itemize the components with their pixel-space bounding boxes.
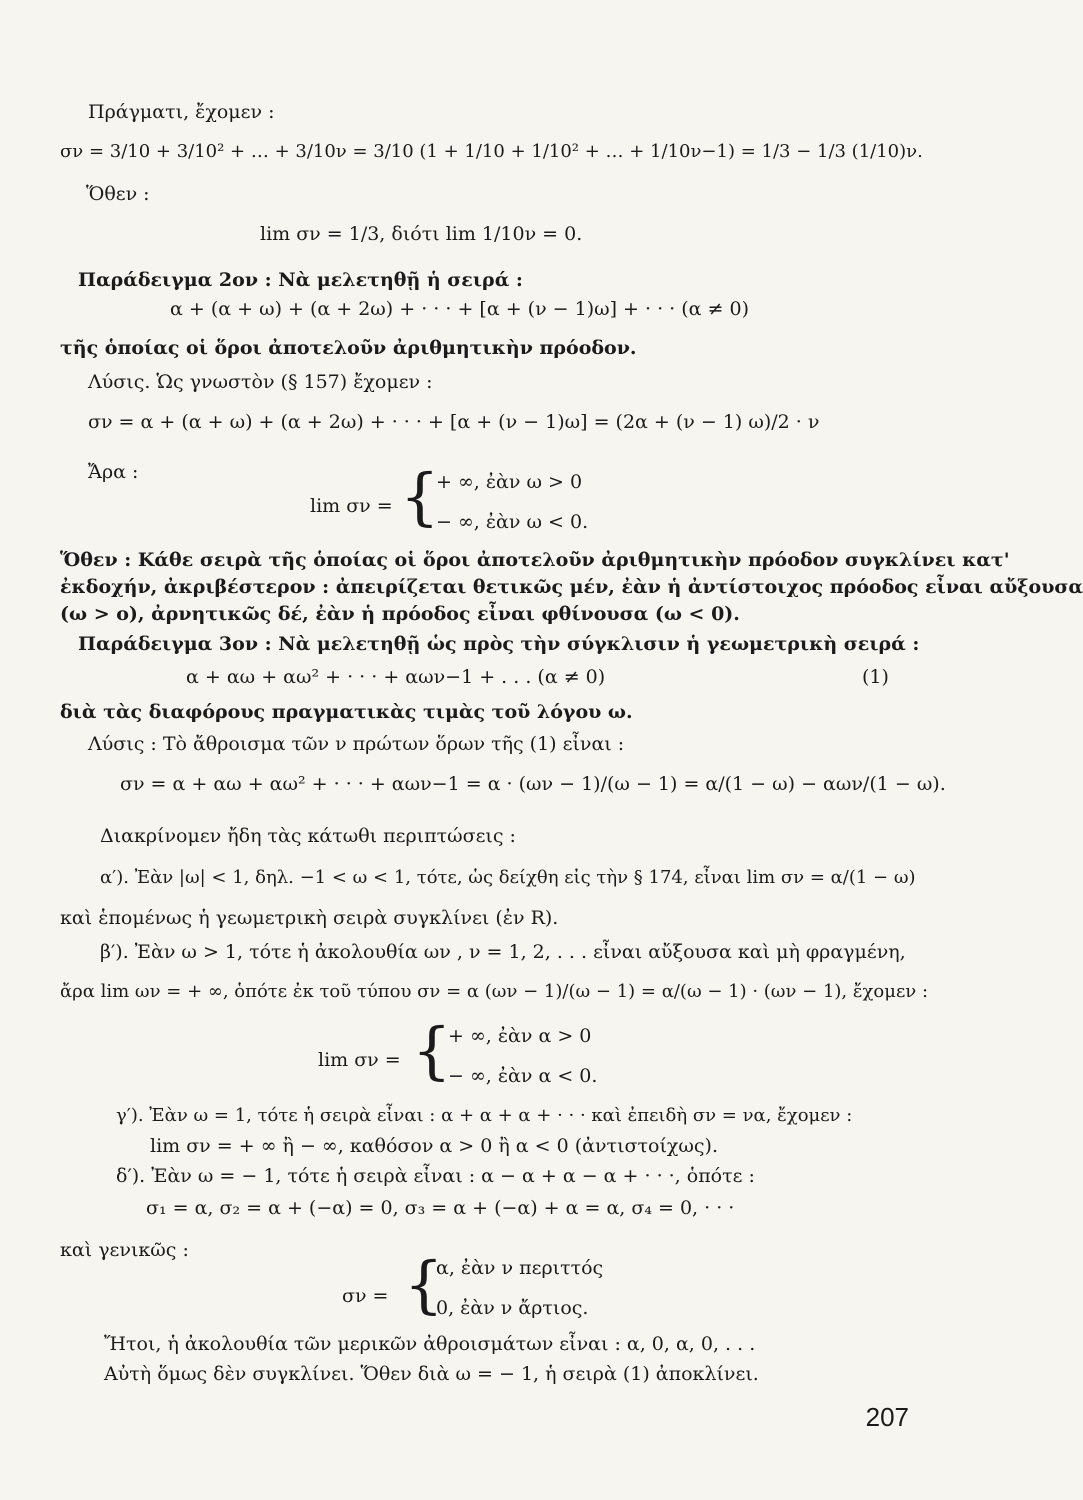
page-number: 207 bbox=[865, 1402, 909, 1432]
equation-line: α + (α + ω) + (α + 2ω) + · · · + [α + (ν − 1)ω] + · · · (α ≠ 0) bbox=[170, 298, 749, 320]
equation-line: σν = 3/10 + 3/10² + … + 3/10ν = 3/10 (1 + 1/10 + 1/10² + … + 1/10ν−1) = 1/3 − 1/3 (1/10)ν. bbox=[60, 141, 923, 162]
case-line: 0, ἐὰν ν ἄρτιος. bbox=[436, 1297, 589, 1319]
case-alpha: α′). Ἐὰν |ω| < 1, δηλ. −1 < ω < 1, τότε, ὡς δείχθη εἰς τὴν § 174, εἶναι lim σν = α/(1 − ω) bbox=[100, 867, 916, 888]
text-line: ἐκδοχήν, ἀκριβέστερον : ἀπειρίζεται θετικῶς μέν, ἐὰν ἡ ἀντίστοιχος πρόοδος εἶναι αὔξουσα bbox=[60, 576, 1083, 598]
text-line: Ὅθεν : bbox=[86, 183, 150, 205]
equation-line: σ₁ = α, σ₂ = α + (−α) = 0, σ₃ = α + (−α) + α = α, σ₄ = 0, · · · bbox=[146, 1197, 735, 1219]
equation-label: σν = bbox=[342, 1285, 389, 1307]
case-line: + ∞, ἐὰν α > 0 bbox=[448, 1025, 592, 1047]
equation-line: σν = α + αω + αω² + · · · + αων−1 = α · (ων − 1)/(ω − 1) = α/(1 − ω) − αων/(1 − ω). bbox=[120, 773, 946, 795]
equation-line: lim σν = + ∞ ἢ − ∞, καθόσον α > 0 ἢ α < 0 (ἀντιστοίχως). bbox=[150, 1135, 718, 1157]
case-gamma: γ′). Ἐὰν ω = 1, τότε ἡ σειρὰ εἶναι : α + α + α + · · · καὶ ἐπειδὴ σν = να, ἔχομεν : bbox=[116, 1105, 853, 1126]
text-line: καὶ γενικῶς : bbox=[60, 1239, 189, 1261]
text-line: Διακρίνομεν ἤδη τὰς κάτωθι περιπτώσεις : bbox=[100, 825, 516, 847]
equation-line: lim σν = 1/3, διότι lim 1/10ν = 0. bbox=[260, 223, 583, 245]
equation-line: σν = α + (α + ω) + (α + 2ω) + · · · + [α + (ν − 1)ω] = (2α + (ν − 1) ω)/2 · ν bbox=[88, 411, 820, 433]
example-heading: Παράδειγμα 3ον : Νὰ μελετηθῇ ὡς πρὸς τὴν σύγκλισιν ἡ γεωμετρικὴ σειρά : bbox=[78, 633, 920, 655]
text-line: Αὐτὴ ὅμως δὲν συγκλίνει. Ὅθεν διὰ ω = − 1, ἡ σειρὰ (1) ἀποκλίνει. bbox=[104, 1363, 759, 1385]
case-line: + ∞, ἐὰν ω > 0 bbox=[436, 471, 583, 493]
case-line: − ∞, ἐὰν ω < 0. bbox=[436, 511, 589, 533]
equation-number: (1) bbox=[862, 666, 889, 688]
case-beta: β′). Ἐὰν ω > 1, τότε ἡ ἀκολουθία ων , ν = 1, 2, . . . εἶναι αὔξουσα καὶ μὴ φραγμένη, bbox=[100, 941, 906, 963]
equation-line: ἄρα lim ων = + ∞, ὁπότε ἐκ τοῦ τύπου σν = α (ων − 1)/(ω − 1) = α/(ω − 1) · (ων − 1), ἔχομεν : bbox=[60, 981, 929, 1002]
text-line: Ὅθεν : Κάθε σειρὰ τῆς ὁποίας οἱ ὅροι ἀποτελοῦν ἀριθμητικὴν πρόοδον συγκλίνει κατ' bbox=[60, 549, 1010, 571]
text-line: Λύσις. Ὡς γνωστὸν (§ 157) ἔχομεν : bbox=[88, 371, 433, 393]
case-delta: δ′). Ἐὰν ω = − 1, τότε ἡ σειρὰ εἶναι : α − α + α − α + · · ·, ὁπότε : bbox=[116, 1165, 755, 1187]
case-line: − ∞, ἐὰν α < 0. bbox=[448, 1065, 598, 1087]
equation-label: lim σν = bbox=[318, 1049, 401, 1071]
text-line: Πράγματι, ἔχομεν : bbox=[88, 101, 275, 123]
text-line: Ἄρα : bbox=[88, 461, 139, 483]
text-line: τῆς ὁποίας οἱ ὅροι ἀποτελοῦν ἀριθμητικὴν πρόοδον. bbox=[60, 337, 637, 359]
text-line: διὰ τὰς διαφόρους πραγματικὰς τιμὰς τοῦ λόγου ω. bbox=[60, 701, 633, 723]
text-line: καὶ ἑπομένως ἡ γεωμετρικὴ σειρὰ συγκλίνει (ἐν R). bbox=[60, 907, 559, 929]
text-line: Ἤτοι, ἡ ἀκολουθία τῶν μερικῶν ἀθροισμάτων εἶναι : α, 0, α, 0, . . . bbox=[104, 1333, 756, 1355]
text-line: Λύσις : Τὸ ἄθροισμα τῶν ν πρώτων ὅρων τῆς (1) εἶναι : bbox=[88, 733, 625, 755]
equation-label: lim σν = bbox=[310, 495, 393, 517]
equation-line: α + αω + αω² + · · · + αων−1 + . . . (α ≠ 0) bbox=[186, 666, 606, 688]
left-brace: { bbox=[404, 1248, 444, 1321]
case-line: α, ἐὰν ν περιττός bbox=[436, 1257, 604, 1279]
left-brace: { bbox=[412, 1014, 452, 1087]
left-brace: { bbox=[400, 460, 440, 533]
text-line: (ω > ο), ἀρνητικῶς δέ, ἐὰν ἡ πρόοδος εἶναι φθίνουσα (ω < 0). bbox=[60, 603, 740, 625]
example-heading: Παράδειγμα 2ον : Νὰ μελετηθῇ ἡ σειρά : bbox=[78, 269, 523, 291]
